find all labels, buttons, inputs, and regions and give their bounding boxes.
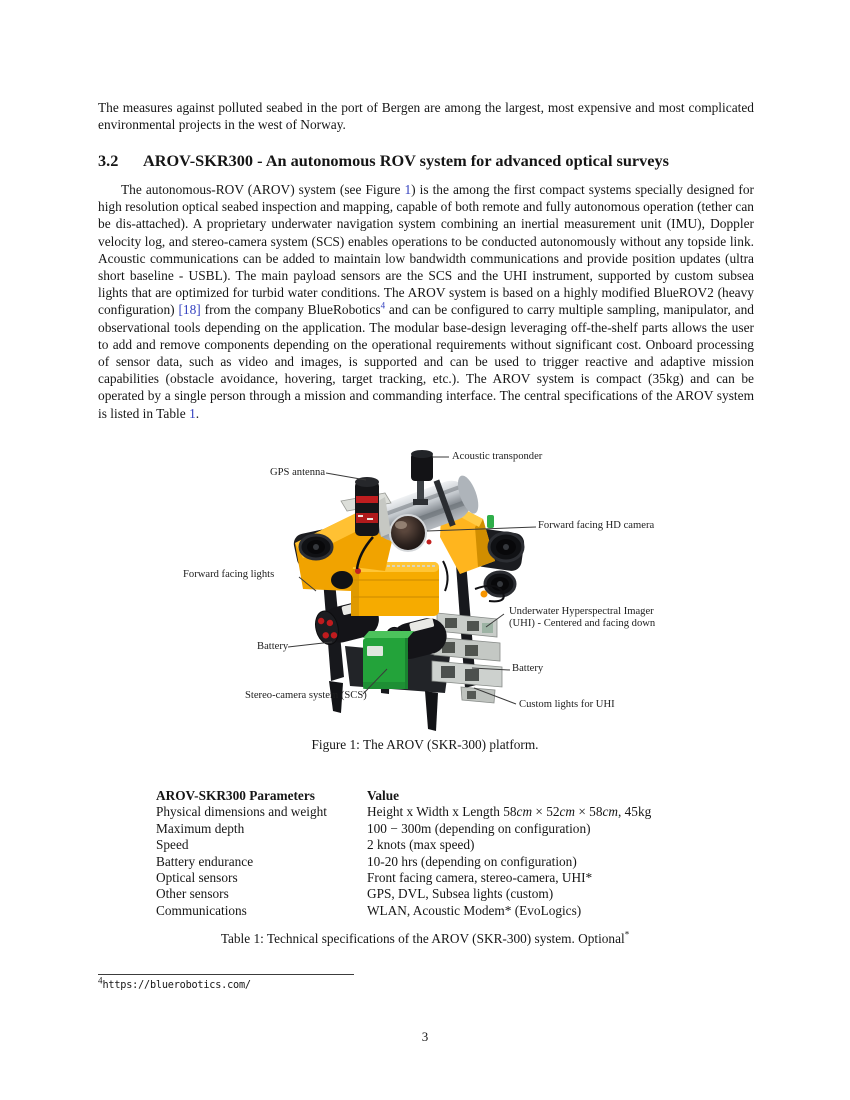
value-cell: Front facing camera, stereo-camera, UHI* <box>367 870 593 886</box>
annotation-hd-camera: Forward facing HD camera <box>538 520 655 531</box>
table-caption: Table 1: Technical specifications of the AROV (SKR-300) system. Optional* <box>220 929 630 946</box>
section-heading <box>98 151 754 171</box>
intro-paragraph: The measures against polluted seabed in the port of Bergen are among the largest, most expensive and most complicated environmental projects in the west of Norway. <box>98 100 754 133</box>
annotation-forward-lights: Forward facing lights <box>183 569 275 580</box>
value-cell: 10-20 hrs (depending on configuration) <box>367 853 577 869</box>
annotation-gps-antenna: GPS antenna <box>270 467 326 478</box>
param-cell: Physical dimensions and weight <box>156 804 327 820</box>
annotation-uhi <box>509 606 655 629</box>
table-header-row <box>156 788 651 804</box>
annotation-battery-right: Battery <box>512 663 544 674</box>
body-paragraph: The autonomous-ROV (AROV) system (see Figure 1) is the among the first compact systems specially designed for high resolution optical seabed inspection and mapping, capable of both remote and fully autonomous operation (tether can be dis-attached). A proprietary underwater navigation system combining an inertial measurement unit (IMU), Doppler velocity log, and stereo-camera system (SCS) enables operations to be conducted autonomously without any topside link. Acoustic communications can be added to maintain low bandwidth communications and provide position updates (ultra short baseline - USBL). The main payload sensors are the SCS and the UHI instrument, supported by custom subsea lights that are optimized for turbid water conditions. The AROV system is based on a highly modified BlueROV2 (heavy configuration) [18] from the company BlueRobotics$^4$ and can be configured to carry multiple sampling, manipulator, and observational tools depending on the application. The modular base-design leveraging off-the-shelf parts allows the user to add and remove components depending on the operational requirements without significant cost. Onboard processing of sensor data, such as video and images, is supported and can be used to trigger reactive and adaptive mission capabilities (obstacle avoidance, hovering, target tracking, etc.). The AROV system is compact (35kg) and can be operated by a single person through a mission and commanding interface. The central specifications of the AROV system is listed in Table 1. <box>98 182 755 421</box>
value-cell: GPS, DVL, Subsea lights (custom) <box>367 886 554 902</box>
payload-box <box>351 562 439 616</box>
figure-caption: Figure 1: The AROV (SKR-300) platform. <box>311 737 539 752</box>
table-row <box>156 903 651 919</box>
table-row <box>156 854 651 870</box>
annotation-custom-lights: Custom lights for UHI <box>519 699 615 710</box>
table-header-value: Value <box>367 788 400 803</box>
footnote-rule <box>98 974 354 975</box>
inline-link[interactable]: 4 <box>380 300 386 311</box>
param-cell: Maximum depth <box>156 820 245 836</box>
value-cell: WLAN, Acoustic Modem* (EvoLogics) <box>367 902 582 918</box>
annotation-uhi-line1: Underwater Hyperspectral Imager <box>509 606 654 617</box>
inline-link[interactable]: [18] <box>178 302 201 318</box>
value-cell: 2 knots (max speed) <box>367 837 475 853</box>
inline-link[interactable]: 1 <box>189 405 196 421</box>
param-cell: Other sensors <box>156 886 229 902</box>
spec-table <box>156 788 651 919</box>
annotation-acoustic-transponder: Acoustic transponder <box>452 451 543 462</box>
value-cell: Height x Width x Length 58cm × 52cm × 58cm, 45kg <box>367 804 652 820</box>
table-header-param: AROV-SKR300 Parameters <box>156 788 315 803</box>
section-title: AROV-SKR300 - An autonomous ROV system for advanced optical surveys <box>143 151 669 170</box>
footnote: $^4$https://bluerobotics.com/ <box>98 975 251 991</box>
param-cell: Communications <box>156 902 247 918</box>
figure-1 <box>145 441 705 733</box>
scs-box <box>363 631 414 689</box>
annotation-uhi-line2: (UHI) - Centered and facing down <box>509 617 656 629</box>
annotation-scs: Stereo-camera system (SCS) <box>245 690 367 701</box>
param-cell: Optical sensors <box>156 870 238 886</box>
table-row <box>156 837 651 853</box>
value-cell: 100 − 300m (depending on configuration) <box>367 820 591 836</box>
table-row <box>156 870 651 886</box>
annotation-battery-left: Battery <box>257 641 289 652</box>
inline-link[interactable]: 1 <box>404 182 412 197</box>
param-cell: Speed <box>156 837 189 853</box>
page-number: 3 <box>421 1029 429 1044</box>
hd-camera-dome <box>390 515 426 551</box>
table-row <box>156 821 651 837</box>
section-number: 3.2 <box>98 151 119 170</box>
rov-photo <box>145 441 705 733</box>
param-cell: Battery endurance <box>156 853 254 869</box>
table-row <box>156 886 651 902</box>
table-row <box>156 804 651 820</box>
